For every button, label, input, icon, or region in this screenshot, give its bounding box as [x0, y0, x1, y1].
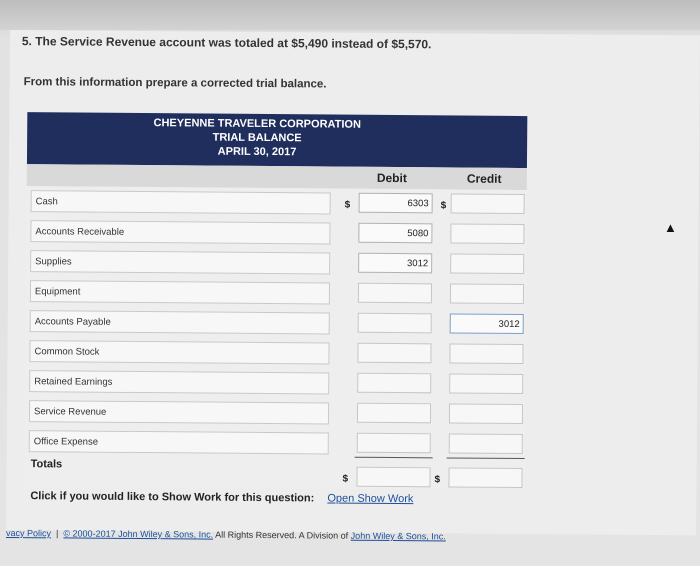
credit-amount-input[interactable] [449, 433, 523, 454]
credit-amount-input[interactable] [449, 373, 523, 394]
debit-amount-input[interactable] [357, 433, 431, 454]
debit-dollar-sign: $ [344, 199, 351, 211]
debit-amount-input[interactable] [358, 283, 432, 304]
trial-balance-rows [24, 186, 526, 490]
mouse-cursor-icon: ▲ [664, 220, 677, 235]
credit-column-header: Credit [466, 171, 502, 186]
credit-total-input[interactable] [448, 467, 522, 488]
privacy-policy-link[interactable]: vacy Policy [6, 527, 52, 539]
copyright-link[interactable]: © 2000-2017 John Wiley & Sons, Inc. [63, 528, 214, 540]
debit-amount-input[interactable] [358, 313, 432, 334]
question-page [6, 30, 700, 542]
open-show-work-link[interactable]: Open Show Work [327, 492, 414, 506]
totals-label: Totals [30, 458, 63, 471]
account-name-input[interactable] [29, 340, 329, 364]
credit-amount-input[interactable] [450, 253, 524, 274]
credit-dollar-sign: $ [440, 200, 447, 212]
credit-amount-input[interactable] [449, 343, 523, 364]
show-work-text: Click if you would like to Show Work for this question: [30, 490, 315, 505]
credit-amount-input[interactable] [450, 313, 524, 334]
debit-column-header: Debit [376, 170, 407, 186]
statement-date: APRIL 30, 2017 [217, 145, 297, 159]
account-name-input[interactable] [30, 220, 330, 244]
error-statement: 5. The Service Revenue account was totaled at $5,490 instead of $5,570. [21, 34, 432, 52]
rights-text: All Rights Reserved. A Division of [213, 529, 351, 541]
wiley-link[interactable]: John Wiley & Sons, Inc. [350, 530, 446, 542]
statement-title: TRIAL BALANCE [212, 131, 302, 145]
debit-sum-rule [355, 457, 433, 459]
credit-sum-rule [447, 457, 525, 459]
show-work-prompt [30, 490, 413, 505]
credit-amount-input[interactable] [449, 403, 523, 424]
debit-total-input[interactable] [356, 467, 430, 488]
page-footer [6, 528, 446, 541]
account-name-input[interactable] [29, 400, 329, 424]
account-name-input[interactable] [30, 250, 330, 274]
account-name-input[interactable] [29, 370, 329, 394]
browser-top-band [0, 0, 700, 30]
credit-amount-input[interactable] [450, 223, 524, 244]
account-name-input[interactable] [29, 430, 329, 454]
debit-amount-input[interactable] [357, 343, 431, 364]
debit-amount-input[interactable] [359, 193, 433, 214]
account-name-input[interactable] [31, 190, 331, 214]
debit-amount-input[interactable] [358, 223, 432, 244]
instruction-text: From this information prepare a corrected trial balance. [23, 76, 327, 91]
account-name-input[interactable] [30, 310, 330, 334]
trial-balance-header [27, 112, 527, 168]
credit-amount-input[interactable] [451, 193, 525, 214]
debit-amount-input[interactable] [357, 403, 431, 424]
credit-total-dollar-sign: $ [434, 474, 441, 486]
debit-amount-input[interactable] [357, 373, 431, 394]
footer-separator: | [56, 528, 59, 539]
company-name: CHEYENNE TRAVELER CORPORATION [153, 117, 362, 131]
account-name-input[interactable] [30, 280, 330, 304]
debit-total-dollar-sign: $ [342, 473, 349, 485]
credit-amount-input[interactable] [450, 283, 524, 304]
debit-amount-input[interactable] [358, 253, 432, 274]
